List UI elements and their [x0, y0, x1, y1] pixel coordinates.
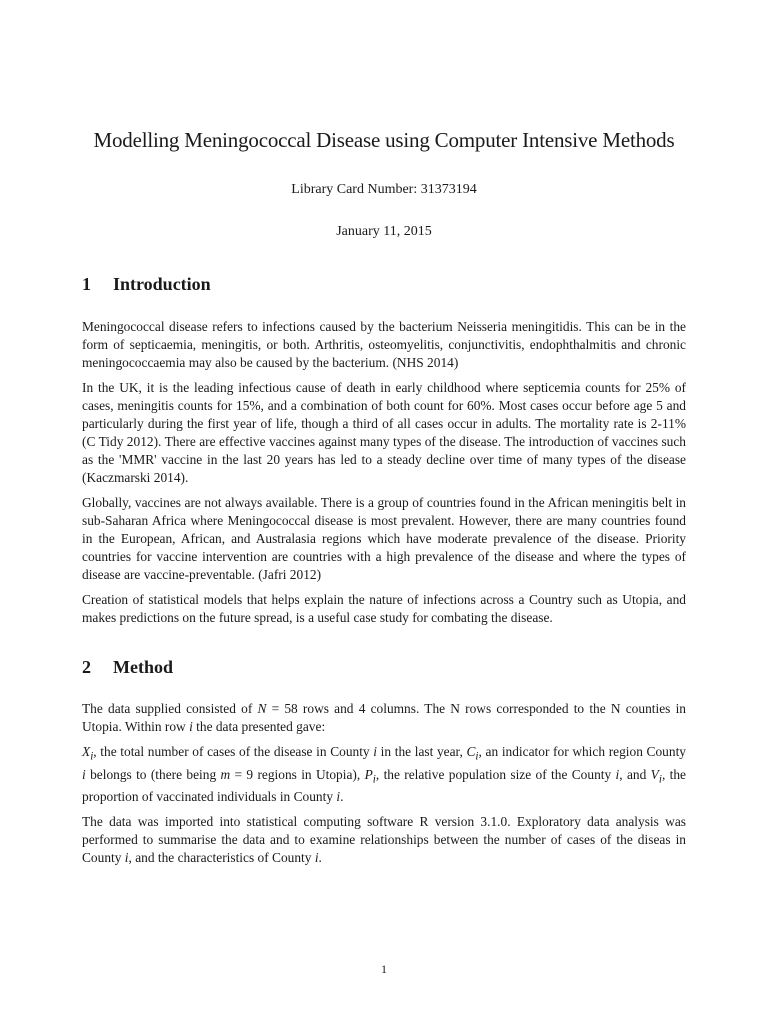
math-variable: N: [257, 701, 267, 716]
section-title: Introduction: [113, 274, 211, 294]
math-variable: i: [336, 789, 341, 805]
math-variable: $C_i$: [466, 744, 479, 763]
paragraph: Creation of statistical models that helps explain the nature of infections across a Country such as Utopia, and makes predictions on the future spread, is a useful case study for combating the disease.: [82, 592, 686, 625]
section-number: 1: [82, 274, 91, 294]
paper-date: January 11, 2015: [336, 224, 432, 239]
math-variable: m: [220, 766, 231, 782]
paragraph: The data was imported into statistical computing software R version 3.1.0. Exploratory data analysis was performed to summarise the data and to examine relationships between the number of cases of the diseas in County i, and the characteristics of County i.: [82, 814, 686, 866]
math-variable: $V_i$: [650, 766, 662, 786]
section-number: 2: [82, 657, 91, 677]
math-variable: i: [82, 766, 86, 782]
paragraph: Meningococcal disease refers to infections caused by the bacterium Neisseria meningitidis. This can be in the form of septicaemia, meningitis, or both. Arthritis, osteomyelitis, conjunctivitis, endophthalmitis and chronic meningococcaemia may also be caused by the bacterium. (NHS 2014): [82, 319, 686, 370]
paragraph: $X_i$, the total number of cases of the disease in County i in the last year, $C_i$, an indicator for which region County i belongs to (there being m = 9 regions in Utopia), $P_i$, the relative population size of the County i, and $V_i$, the proportion of vaccinated individuals in County i.: [82, 744, 686, 805]
method-body: [82, 700, 686, 874]
math-variable: i: [373, 744, 378, 759]
paragraph: The data supplied consisted of N = 58 rows and 4 columns. The N rows corresponded to the N counties in Utopia. Within row i the data presented gave:: [82, 701, 686, 734]
section-heading-introduction: [82, 274, 211, 295]
paper-title: Modelling Meningococcal Disease using Computer Intensive Methods: [93, 128, 675, 152]
math-variable: i: [314, 850, 319, 866]
page-number: 1: [381, 962, 387, 976]
math-variable: i: [615, 766, 620, 782]
introduction-body: [82, 318, 686, 634]
math-variable: $X_i$: [82, 744, 94, 763]
paragraph: In the UK, it is the leading infectious cause of death in early childhood where septicemia counts for 25% of cases, meningitis counts for 15%, and a combination of both count for 60%. Most cases occur before age 5 and particularly during the first year of life, though a third of all cases occur in adults. The mortality rate is 2-11% (C Tidy 2012). There are effective vaccines against many types of the disease. The introduction of vaccines such as the 'MMR' vaccine in the last 20 years has led to a steady decline over time of many types of the disease (Kaczmarski 2014).: [82, 380, 686, 485]
math-variable: i: [124, 850, 129, 866]
math-variable: $P_i$: [364, 766, 376, 786]
section-heading-method: [82, 657, 173, 678]
paragraph: Globally, vaccines are not always available. There is a group of countries found in the African meningitis belt in sub-Saharan Africa where Meningococcal disease is most prevalent. However, there are many countries found in the European, African, and Australasia regions which have moderate prevalence of the disease. Priority countries for vaccine intervention are countries with a high prevalence of the disease and where the types of disease are vaccine-preventable. (Jafri 2012): [82, 495, 686, 582]
section-title: Method: [113, 657, 173, 677]
math-variable: i: [189, 719, 193, 734]
author-line: Library Card Number: 31373194: [291, 182, 477, 197]
